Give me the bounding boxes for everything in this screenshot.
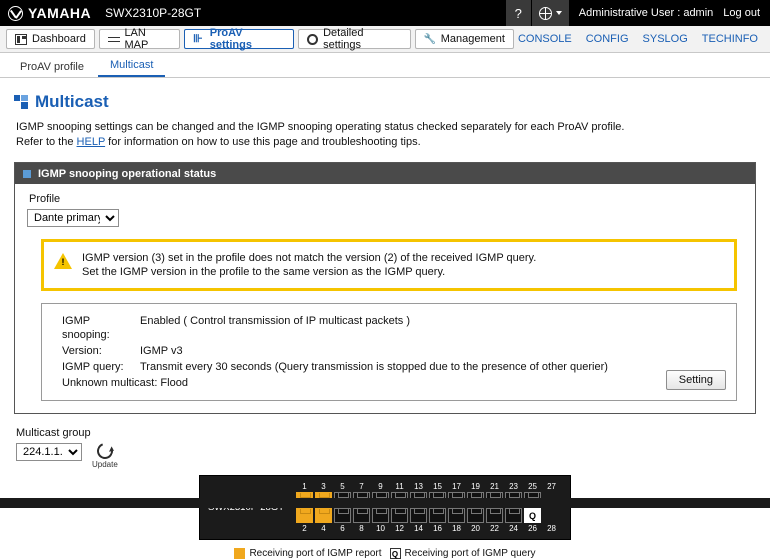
status-key-igmp-snooping: IGMP snooping:	[62, 315, 110, 341]
gear-icon	[307, 34, 318, 45]
port-number: 22	[490, 524, 499, 533]
port-number: 26	[528, 524, 537, 533]
wrench-icon: 🔧	[423, 33, 437, 45]
status-key-version: Version:	[62, 345, 102, 357]
version-mismatch-warning	[41, 239, 737, 291]
menu-item-management[interactable]	[415, 29, 514, 49]
current-user-label: Administrative User : admin	[578, 7, 714, 19]
profile-select[interactable]	[27, 209, 119, 227]
page-title-row	[0, 78, 770, 118]
menu-item-lan-map-label: LAN MAP	[124, 27, 149, 51]
port-number: 7	[359, 482, 364, 491]
profile-label: Profile	[29, 193, 61, 205]
brand-logo	[0, 5, 91, 21]
link-syslog[interactable]: SYSLOG	[642, 33, 688, 45]
table-row	[52, 359, 608, 375]
menu-item-lan-map[interactable]	[99, 29, 180, 49]
port-receiving-report[interactable]	[315, 508, 332, 523]
menu-item-detailed-settings[interactable]	[298, 29, 410, 49]
port-inactive[interactable]	[429, 508, 446, 523]
legend-report-label: Receiving port of IGMP report	[249, 548, 382, 559]
port-receiving-query[interactable]: Q	[524, 508, 541, 523]
multicast-group-row	[16, 443, 770, 469]
section-square-icon	[23, 170, 31, 178]
chevron-down-icon	[556, 11, 562, 15]
port-number: 3	[321, 482, 326, 491]
port-inactive[interactable]	[353, 508, 370, 523]
sub-tab-bar	[0, 53, 770, 78]
page-description-line2-post: for information on how to use this page and troubleshooting tips.	[105, 136, 421, 148]
port-number: 9	[378, 482, 383, 491]
proav-icon: ⊪	[193, 32, 203, 45]
status-value-version: IGMP v3	[140, 345, 183, 357]
port-inactive[interactable]	[391, 508, 408, 523]
language-button[interactable]	[531, 0, 569, 26]
bottom-port-numbers	[296, 524, 560, 533]
lan-map-icon	[108, 34, 120, 45]
port-number: 12	[395, 524, 404, 533]
status-key-igmp-query: IGMP query:	[62, 361, 124, 373]
legend-query	[390, 548, 536, 559]
port-number: 24	[509, 524, 518, 533]
port-inactive[interactable]	[448, 508, 465, 523]
top-bar	[0, 0, 770, 26]
port-number: 27	[547, 482, 556, 491]
port-number: 20	[471, 524, 480, 533]
warning-text	[82, 251, 536, 279]
port-inactive[interactable]	[505, 508, 522, 523]
igmp-status-table	[52, 313, 608, 391]
port-number: 23	[509, 482, 518, 491]
link-console[interactable]: CONSOLE	[517, 33, 572, 45]
page-description-line2	[16, 135, 756, 150]
port-number: 28	[547, 524, 556, 533]
port-number: 13	[414, 482, 423, 491]
help-link[interactable]: HELP	[76, 136, 106, 148]
port-number: 18	[452, 524, 461, 533]
port-number: 8	[359, 524, 364, 533]
main-menu-bar	[0, 26, 770, 53]
menu-item-dashboard-label: Dashboard	[32, 33, 86, 45]
port-number: 10	[376, 524, 385, 533]
port-number: 11	[395, 482, 404, 491]
table-row	[52, 343, 608, 359]
tab-proav-profile[interactable]: ProAV profile	[20, 61, 84, 73]
igmp-status-section	[14, 162, 756, 414]
port-number: 6	[340, 524, 345, 533]
port-number: 15	[433, 482, 442, 491]
multicast-group-select[interactable]	[16, 443, 82, 461]
panel-legend	[0, 548, 770, 559]
update-button[interactable]	[92, 443, 118, 469]
help-button[interactable]	[505, 0, 531, 26]
port-inactive[interactable]	[334, 508, 351, 523]
logout-link[interactable]: Log out	[723, 7, 760, 19]
setting-button[interactable]: Setting	[666, 370, 726, 390]
refresh-icon	[94, 440, 115, 461]
port-placeholder[interactable]	[543, 508, 560, 523]
status-unknown-multicast: Unknown multicast: Flood	[62, 377, 188, 389]
legend-query-label: Receiving port of IGMP query	[404, 548, 536, 559]
table-row	[52, 313, 608, 343]
yamaha-tuning-fork-icon	[8, 6, 23, 21]
port-inactive[interactable]	[410, 508, 427, 523]
update-label: Update	[92, 460, 118, 469]
question-mark-icon: ?	[514, 5, 522, 21]
warning-triangle-icon: !	[54, 253, 72, 269]
top-bar-right	[505, 0, 770, 26]
multicast-icon	[14, 95, 28, 109]
page-title: Multicast	[35, 92, 109, 111]
menu-item-detailed-settings-label: Detailed settings	[323, 27, 364, 51]
menu-item-management-label: Management	[440, 33, 505, 45]
port-number: 16	[433, 524, 442, 533]
port-number: 25	[528, 482, 537, 491]
port-number: 2	[302, 524, 307, 533]
port-number: 1	[302, 482, 307, 491]
status-value-igmp-snooping: Enabled ( Control transmission of IP multicast packets )	[140, 315, 411, 327]
dashboard-icon	[15, 34, 27, 45]
link-config[interactable]: CONFIG	[585, 33, 629, 45]
tab-multicast[interactable]: Multicast	[98, 56, 165, 77]
warning-line-1: IGMP version (3) set in the profile does not match the version (2) of the received IGMP query.	[82, 252, 537, 264]
brand-name: YAMAHA	[28, 5, 92, 21]
menu-item-proav-settings[interactable]	[184, 29, 294, 49]
query-glyph-icon: Q	[390, 548, 401, 559]
port-number: 19	[471, 482, 480, 491]
globe-icon	[539, 7, 552, 20]
port-number: 17	[452, 482, 461, 491]
menu-item-dashboard[interactable]	[6, 29, 95, 49]
section-title: IGMP snooping operational status	[38, 167, 217, 180]
bottom-strip	[0, 498, 770, 508]
port-number: 4	[321, 524, 326, 533]
table-row	[52, 375, 608, 391]
page-description	[0, 118, 770, 150]
warning-line-2: Set the IGMP version in the profile to the same version as the IGMP query.	[82, 266, 446, 278]
page-description-line1: IGMP snooping settings can be changed and the IGMP snooping operating status checked separately for each ProAV profile.	[16, 121, 625, 133]
legend-report	[234, 548, 381, 559]
menu-item-proav-settings-label: ProAV settings	[209, 27, 252, 51]
port-number: 14	[414, 524, 423, 533]
port-number: 5	[340, 482, 345, 491]
igmp-status-box	[41, 303, 737, 401]
report-color-swatch-icon	[234, 548, 245, 559]
utility-links	[518, 33, 770, 45]
link-techinfo[interactable]: TECHINFO	[701, 33, 758, 45]
page-description-line2-pre: Refer to the	[16, 136, 77, 148]
multicast-group-label: Multicast group	[16, 427, 91, 439]
port-inactive[interactable]	[486, 508, 503, 523]
section-header	[15, 163, 755, 184]
port-inactive[interactable]	[372, 508, 389, 523]
device-model-name: SWX2310P-28GT	[105, 6, 202, 20]
port-number: 21	[490, 482, 499, 491]
port-receiving-report[interactable]	[296, 508, 313, 523]
section-body	[15, 184, 755, 413]
bottom-port-row	[296, 508, 560, 523]
port-inactive[interactable]	[467, 508, 484, 523]
status-value-igmp-query: Transmit every 30 seconds (Query transmission is stopped due to the presence of other querier)	[140, 361, 608, 373]
top-port-numbers	[296, 482, 560, 491]
